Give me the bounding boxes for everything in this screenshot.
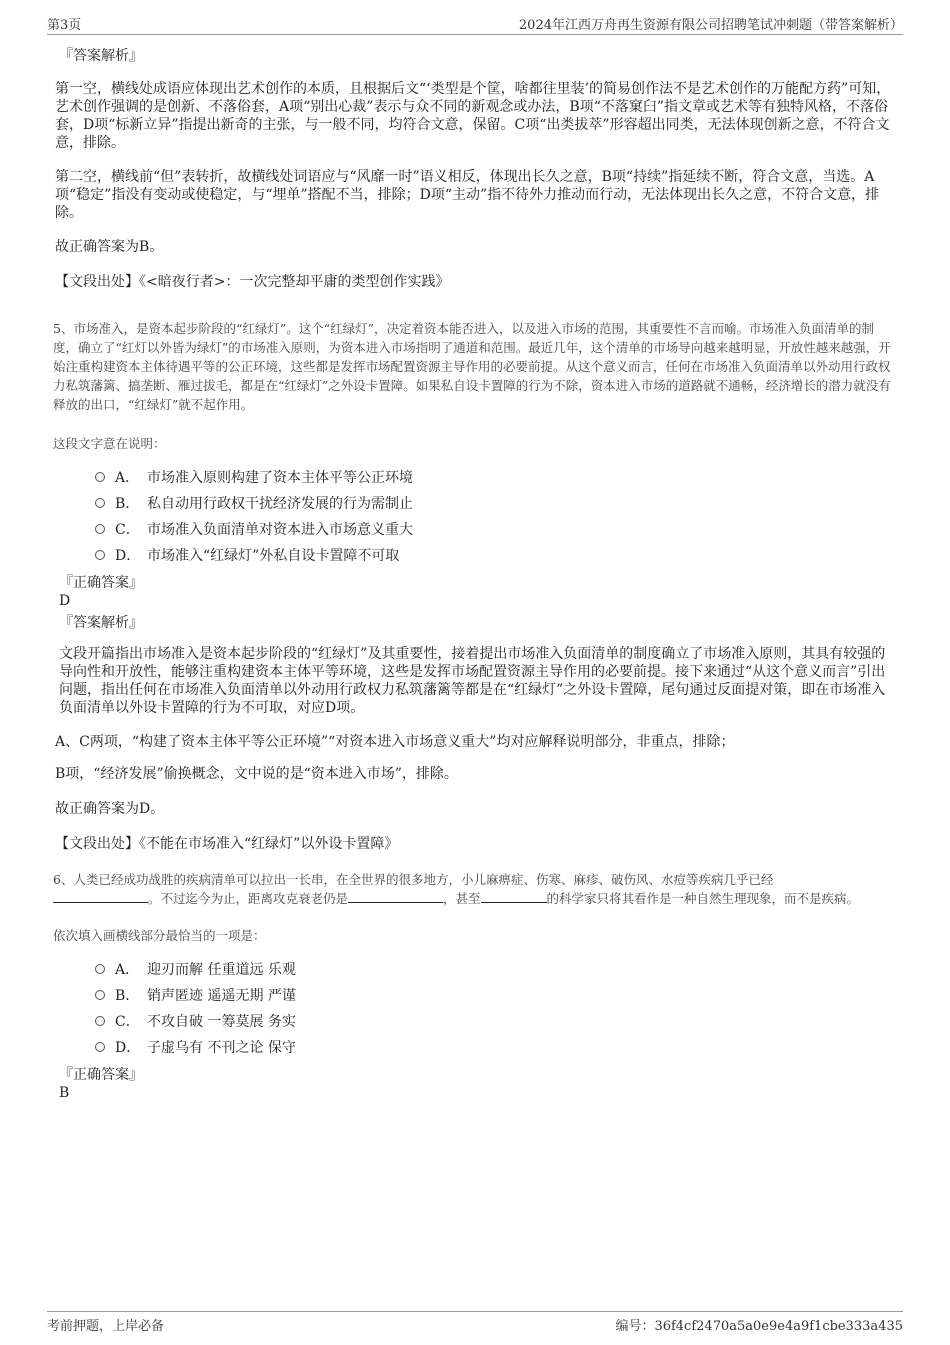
correct-answer: D (59, 593, 71, 609)
analysis-label: 『答案解析』 (59, 48, 143, 64)
fill-blank-2 (348, 890, 443, 903)
question-stem: 6、人类已经成功战胜的疾病清单可以拉出一长串，在全世界的很多地方，小儿麻痹症、伤寒、麻疹、破伤风、水痘等疾病几乎已经 。不过迄今为止，距离攻克衰老仍是 ，甚至 的科学家只将其看作是一种自然生理现象，而不是疾病。 (53, 872, 860, 906)
option-b[interactable]: B． 销声匿迹 遥遥无期 严谨 (95, 983, 895, 1009)
options-list (55, 957, 895, 1061)
answer-conclusion: 故正确答案为D。 (55, 801, 165, 817)
analysis-label: 『答案解析』 (59, 615, 143, 631)
options-list (55, 465, 895, 569)
option-c[interactable]: C． 不攻自破 一筹莫展 务实 (95, 1009, 895, 1035)
radio-icon[interactable] (95, 498, 105, 508)
source-citation: 【文段出处】《不能在市场准入“红绿灯”以外设卡置障》 (55, 836, 399, 852)
radio-icon[interactable] (95, 472, 105, 482)
analysis-paragraph: A、C两项，“构建了资本主体平等公正环境”“对资本进入市场意义重大”均对应解释说明部分，非重点，排除； (55, 734, 735, 750)
option-b[interactable]: B． 私自动用行政权干扰经济发展的行为需制止 (95, 491, 895, 517)
answer-label: 『正确答案』 (59, 575, 143, 591)
option-c[interactable]: C． 市场准入负面清单对资本进入市场意义重大 (95, 517, 895, 543)
radio-icon[interactable] (95, 550, 105, 560)
page-number: 第3页 (47, 18, 82, 33)
footer-slogan: 考前押题，上岸必备 (47, 1319, 165, 1334)
correct-answer: B (59, 1085, 70, 1101)
fill-blank-1 (53, 890, 148, 903)
analysis-paragraph: B项，“经济发展”偷换概念，文中说的是“资本进入市场”，排除。 (55, 766, 458, 782)
answer-label: 『正确答案』 (59, 1067, 143, 1083)
document-body (55, 46, 895, 1101)
question-prompt: 依次填入画横线部分最恰当的一项是： (53, 928, 266, 943)
page-footer (47, 1311, 903, 1334)
analysis-paragraph: 文段开篇指出市场准入是资本起步阶段的“红绿灯”及其重要性，接着提出市场准入负面清单的制度确立了市场准入原则，其具有较强的导向性和开放性，能够注重构建资本主体平等环境，这些是发挥市场配置资源主导作用的必要前提。接下来通过“从这个意义而言”引出问题，指出任何在市场准入负面清单以外动用行政权力私筑藩篱等都是在“红绿灯”之外设卡置障，尾句通过反面提对策，即在市场准入负面清单以外设卡置障的行为不可取，对应D项。 (59, 646, 886, 716)
radio-icon[interactable] (95, 1016, 105, 1026)
analysis-paragraph: 第一空，横线处成语应体现出艺术创作的本质，且根据后文“‘类型是个筐，啥都往里装’的简易创作法不是艺术创作的万能配方药”可知，艺术创作强调的是创新、不落俗套，A项“别出心裁”表示与众不同的新观念或办法，B项“不落窠臼”指文章或艺术等有独特风格，不落俗套，D项“标新立异”指提出新奇的主张，与一般不同，均符合文意，保留。C项“出类拔萃”形容超出同类，无法体现创新之意，不符合文意，排除。 (55, 81, 891, 151)
source-citation: 【文段出处】《<暗夜行者>：一次完整却平庸的类型创作实践》 (55, 274, 450, 290)
answer-conclusion: 故正确答案为B。 (55, 239, 164, 255)
radio-icon[interactable] (95, 524, 105, 534)
fill-blank-3 (481, 890, 547, 903)
analysis-paragraph: 第二空，横线前“但”表转折，故横线处词语应与“风靡一时”语义相反，体现出长久之意，B项“持续”指延续不断，符合文意，当选。A项“稳定”指没有变动或使稳定，与“埋单”搭配不当，排除；D项“主动”指不待外力推动而行动，无法体现出长久之意，不符合文意，排除。 (55, 169, 880, 221)
document-id: 编号：36f4cf2470a5a0e9e4a9f1cbe333a435 (615, 1319, 903, 1334)
page-header (47, 12, 903, 35)
question-prompt: 这段文字意在说明： (53, 436, 166, 451)
option-a[interactable]: A． 市场准入原则构建了资本主体平等公正环境 (95, 465, 895, 491)
document-title: 2024年江西万舟再生资源有限公司招聘笔试冲刺题（带答案解析） (518, 18, 903, 33)
question-stem: 5、市场准入，是资本起步阶段的“红绿灯”。这个“红绿灯”，决定着资本能否进入，以及进入市场的范围，其重要性不言而喻。市场准入负面清单的制度，确立了“红灯以外皆为绿灯”的市场准入原则，为资本进入市场指明了通道和范围。最近几年，这个清单的市场导向越来越明显，开放性越来越强，开始注重构建资本主体待遇平等的公正环境，这些都是发挥市场配置资源主导作用的必要前提。从这个意义而言，任何在市场准入负面清单以外动用行政权力私筑藩篱、搞垄断、雁过拔毛，都是在“红绿灯”之外设卡置障。如果私自设卡置障的行为不除，资本进入市场的道路就不通畅，经济增长的潜力就没有释放的出口，“红绿灯”就不起作用。 (53, 321, 891, 412)
radio-icon[interactable] (95, 964, 105, 974)
radio-icon[interactable] (95, 990, 105, 1000)
option-a[interactable]: A． 迎刃而解 任重道远 乐观 (95, 957, 895, 983)
option-d[interactable]: D． 子虚乌有 不刊之论 保守 (95, 1035, 895, 1061)
radio-icon[interactable] (95, 1042, 105, 1052)
option-d[interactable]: D． 市场准入“红绿灯”外私自设卡置障不可取 (95, 543, 895, 569)
